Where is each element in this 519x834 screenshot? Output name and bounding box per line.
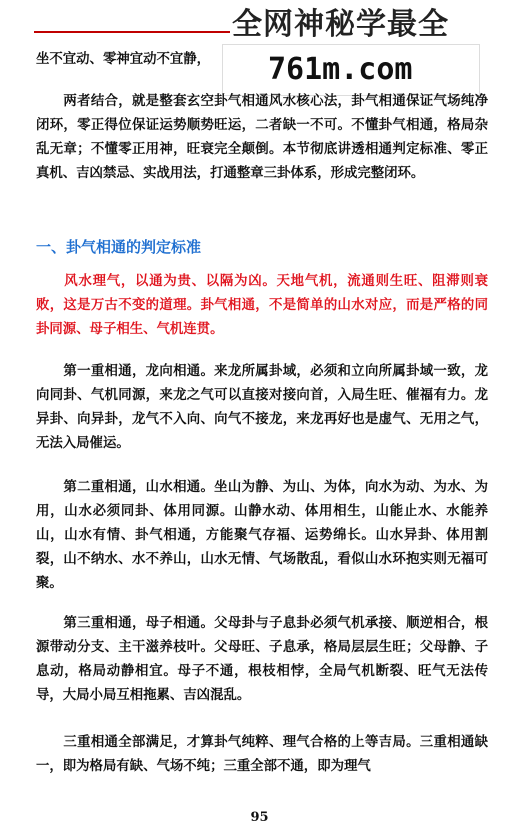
page-number: 95 [250,810,269,825]
header-rule [34,31,230,33]
paragraph-third-connection: 第三重相通，母子相通。父母卦与子息卦必须气机承接、顺逆相合，根源带动分支、主干滋养枝叶。父母旺、子息承，格局层层生旺；父母静、子息动，格局动静相宜。母子不通，根枝相悖，全局气机断裂、旺气无法传导，大局小局互相拖累、吉凶混乱。 [36,615,488,703]
paragraph-intro-fragment: 坐不宜动、零神宜动不宜静， [36,51,211,67]
paragraph-second-connection: 第二重相通，山水相通。坐山为静、为山、为体，向水为动、为水、为用，山水必须同卦、体用同源。山静水动、体用相生，山能止水、水能养山，山水有情、卦气相通，方能聚气存福、运势绵长。山水异卦、体用割裂，山不纳水、水不养山，山水无情、气场散乱，看似山水环抱实则无福可聚。 [36,479,488,591]
section-heading: 一、卦气相通的判定标准 [36,238,202,256]
paragraph-summary: 两者结合，就是整套玄空卦气相通风水核心法，卦气相通保证气场纯净闭环，零正得位保证运势顺势旺运，二者缺一不可。不懂卦气相通，格局杂乱无章；不懂零正用神，旺衰完全颠倒。本节彻底讲透相通判定标准、零正真机、吉凶禁忌、实战用法，打通整章三卦体系，形成完整闭环。 [36,93,488,181]
paragraph-first-connection: 第一重相通，龙向相通。来龙所属卦域，必须和立向所属卦域一致，龙向同卦、气机同源，来龙之气可以直接对接向首，入局生旺、催福有力。龙异卦、向异卦，龙气不入向、向气不接龙，来龙再好也是虚气、无用之气，无法入局催运。 [36,363,488,451]
watermark-title: 全网神秘学最全 [232,7,449,42]
watermark-url: 761m.com [268,52,413,87]
paragraph-principle: 风水理气，以通为贵、以隔为凶。天地气机，流通则生旺、阻滞则衰败，这是万古不变的道理。卦气相通，不是简单的山水对应，而是严格的同卦同源、母子相生、气机连贯。 [36,273,488,337]
paragraph-conclusion: 三重相通全部满足，才算卦气纯粹、理气合格的上等吉局。三重相通缺一，即为格局有缺、气场不纯；三重全部不通，即为理气 [36,734,488,774]
